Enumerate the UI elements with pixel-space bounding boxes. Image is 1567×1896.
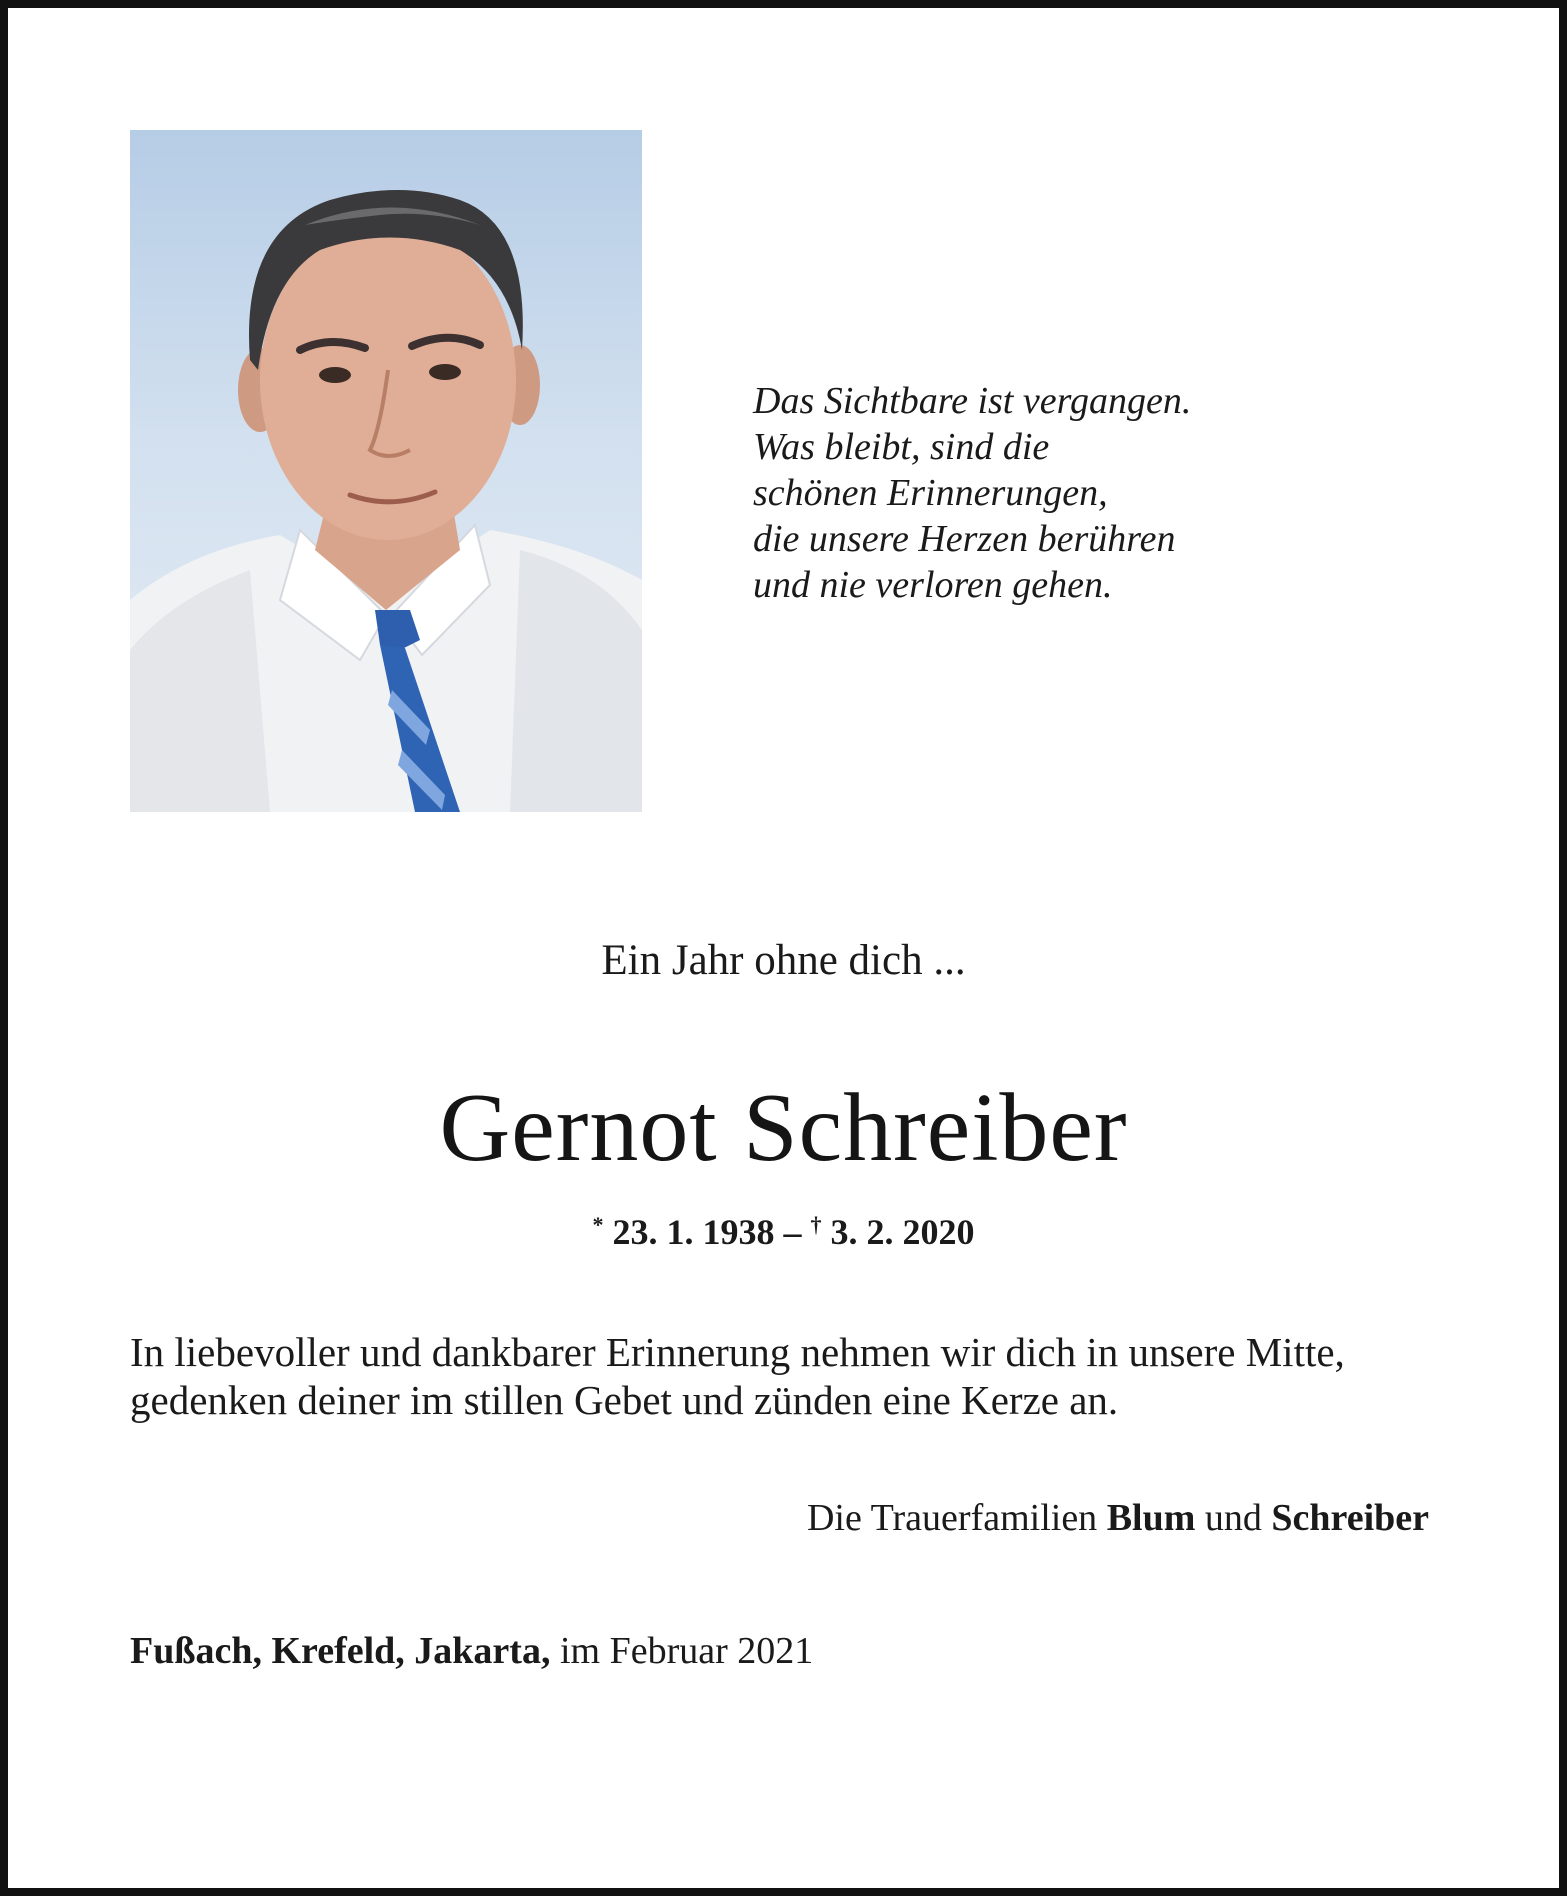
signature-prefix: Die Trauerfamilien [806,1497,1107,1539]
poem-line: Das Sichtbare ist vergangen. [753,380,1192,422]
signature-joiner: und [1195,1497,1272,1539]
closing-date: im Februar 2021 [550,1630,814,1672]
message-line: In liebevoller und dankbarer Erinnerung nehmen wir dich in unsere Mitte, [130,1329,1345,1375]
intro-line: Ein Jahr ohne dich ... [601,937,966,984]
poem-line: Was bleibt, sind die [753,426,1050,468]
message-line: gedenken deiner im stillen Gebet und zünden eine Kerze an. [130,1377,1119,1423]
date-separator: – [774,1212,811,1252]
family-signature [807,1495,1429,1541]
life-dates [8,1203,1559,1254]
places: Fußach, Krefeld, Jakarta, [130,1630,551,1672]
poem-line: die unsere Herzen berühren [753,518,1176,560]
place-and-date [130,1628,813,1674]
poem-line: und nie verloren gehen. [753,564,1113,606]
poem-line: schönen Erinnerungen, [753,472,1108,514]
remembrance-message [130,1328,1460,1424]
portrait-illustration [130,130,642,812]
memorial-poem [753,378,1191,608]
birth-date: 23. 1. 1938 [612,1212,775,1252]
death-symbol: † [810,1212,822,1237]
deceased-name: Gernot Schreiber [439,1074,1128,1182]
family-name-blum: Blum [1106,1497,1196,1539]
death-date: 3. 2. 2020 [830,1212,975,1252]
birth-symbol: * [592,1212,604,1237]
portrait-photo [130,130,642,812]
family-name-schreiber: Schreiber [1271,1497,1429,1539]
